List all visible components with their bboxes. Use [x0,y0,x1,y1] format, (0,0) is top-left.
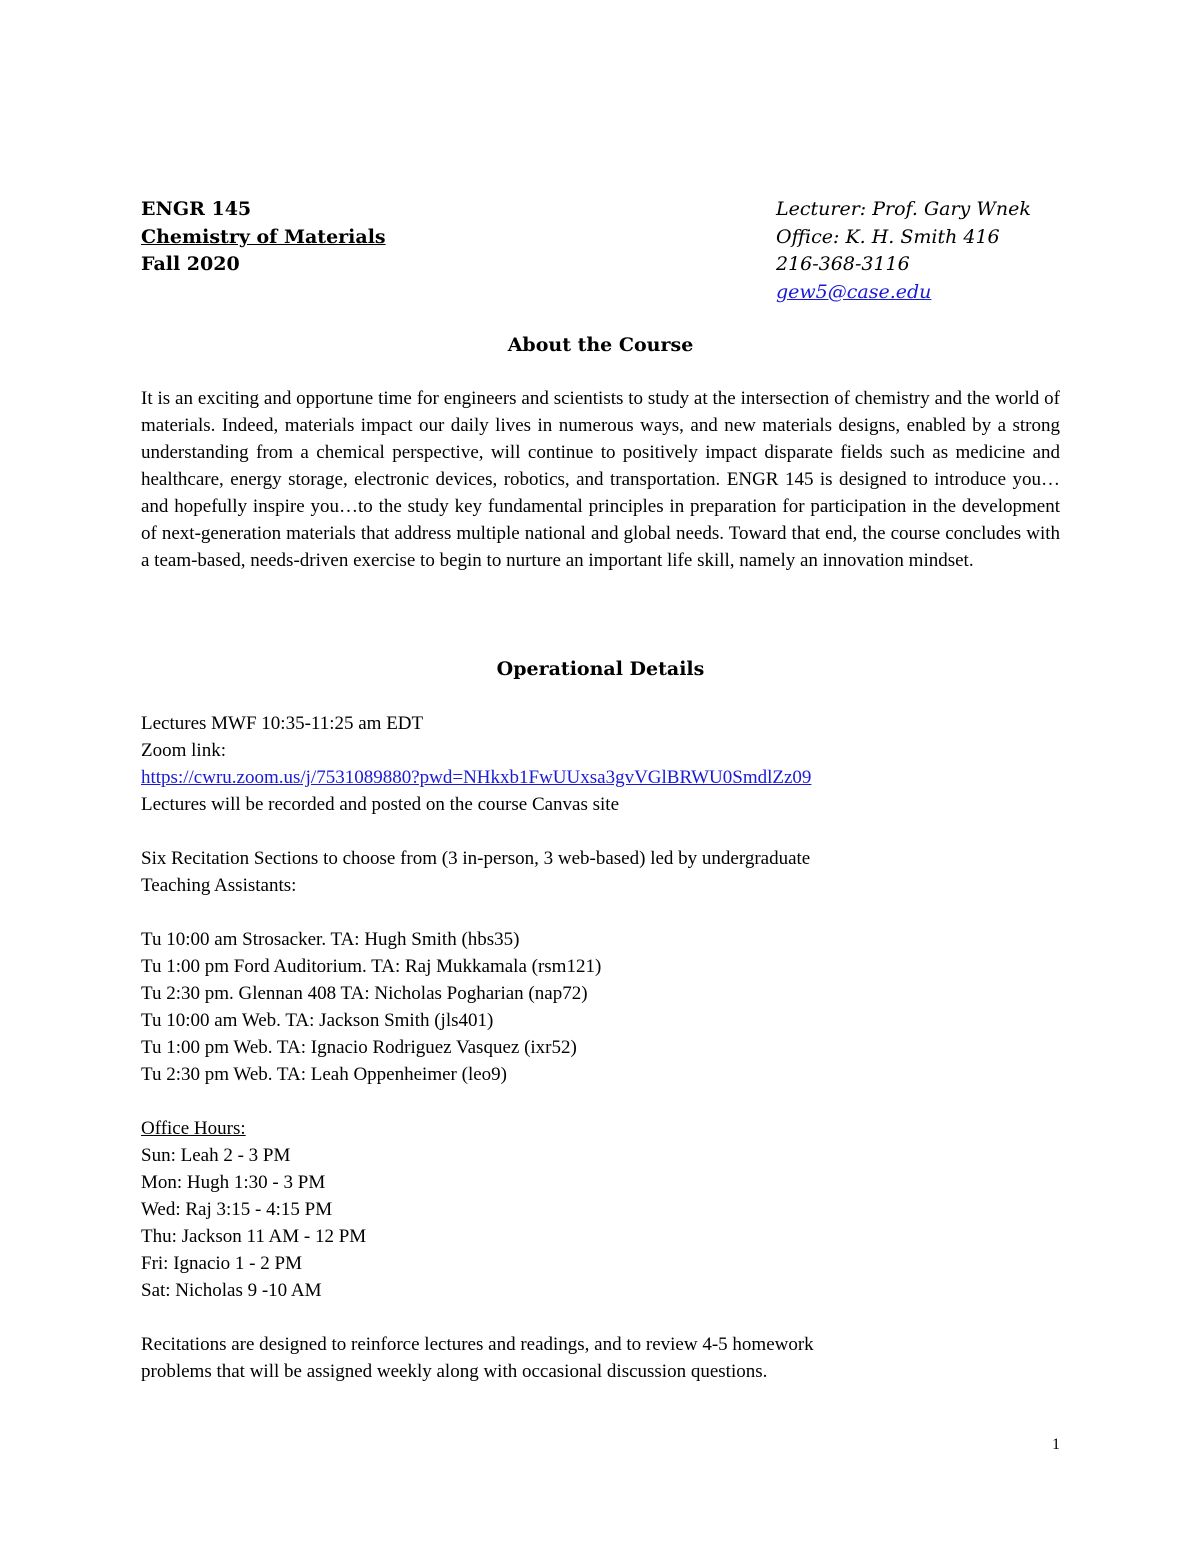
list-item: Sat: Nicholas 9 -10 AM [141,1280,322,1301]
lecturer-name: Lecturer: Prof. Gary Wnek [776,198,1031,220]
course-name: Chemistry of Materials [141,225,386,248]
lecturer-info [776,196,1076,306]
list-item: Wed: Raj 3:15 - 4:15 PM [141,1199,333,1220]
office-hours-title: Office Hours: [141,1118,246,1139]
recitation-intro [141,845,1060,899]
list-item: Tu 1:00 pm Ford Auditorium. TA: Raj Mukkamala (rsm121) [141,956,602,977]
course-code: ENGR 145 [141,198,252,220]
list-item: Tu 10:00 am Web. TA: Jackson Smith (jls401) [141,1010,494,1031]
recording-note: Lectures will be recorded and posted on the course Canvas site [141,794,620,815]
office-hours [141,1115,1060,1304]
closing-line-2: problems that will be assigned weekly along with occasional discussion questions. [141,1361,768,1382]
about-title: About the Course [507,334,694,356]
closing-line-1: Recitations are designed to reinforce lectures and readings, and to review 4-5 homework [141,1334,814,1355]
closing-note [141,1331,1060,1385]
list-item: Fri: Ignacio 1 - 2 PM [141,1253,302,1274]
recitation-intro-line-2: Teaching Assistants: [141,875,297,896]
course-term: Fall 2020 [141,253,240,275]
list-item: Tu 2:30 pm Web. TA: Leah Oppenheimer (leo9) [141,1064,507,1085]
list-item: Sun: Leah 2 - 3 PM [141,1145,291,1166]
page-number: 1 [1052,1436,1060,1453]
list-item: Tu 2:30 pm. Glennan 408 TA: Nicholas Pogharian (nap72) [141,983,588,1004]
lecture-info [141,710,1060,818]
lecturer-office: Office: K. H. Smith 416 [776,225,1000,248]
operational-title: Operational Details [496,658,705,680]
zoom-link[interactable]: https://cwru.zoom.us/j/7531089880?pwd=NHkxb1FwUUxsa3gvVGlBRWU0SmdlZz09 [141,767,812,788]
lecture-schedule: Lectures MWF 10:35-11:25 am EDT [141,713,424,734]
lecturer-phone: 216-368-3116 [776,253,910,275]
about-body: It is an exciting and opportune time for engineers and scientists to study at the intersection of chemistry and the world of materials. Indeed, materials impact our daily lives in numerous ways, and new materials designs, enabled by a strong understanding from a chemical perspective, will continue to positively impact disparate fields such as medicine and healthcare, energy storage, electronic devices, robotics, and transportation. ENGR 145 is designed to introduce you…and hopefully inspire you…to the study key fundamental principles in preparation for participation in the development of next-generation materials that address multiple national and global needs. Toward that end, the course concludes with a team-based, needs-driven exercise to begin to nurture an important life skill, namely an innovation mindset. [141,388,1060,571]
list-item: Thu: Jackson 11 AM - 12 PM [141,1226,367,1247]
list-item: Tu 1:00 pm Web. TA: Ignacio Rodriguez Vasquez (ixr52) [141,1037,577,1058]
recitation-intro-line-1: Six Recitation Sections to choose from (3 in-person, 3 web-based) led by undergraduate [141,848,811,869]
list-item: Tu 10:00 am Strosacker. TA: Hugh Smith (hbs35) [141,929,520,950]
zoom-label: Zoom link: [141,740,226,761]
recitation-sections-list [141,926,1060,1088]
course-header [141,196,1060,308]
list-item: Mon: Hugh 1:30 - 3 PM [141,1172,326,1193]
course-info [141,196,541,279]
lecturer-email-link[interactable]: gew5@case.edu [776,280,932,303]
